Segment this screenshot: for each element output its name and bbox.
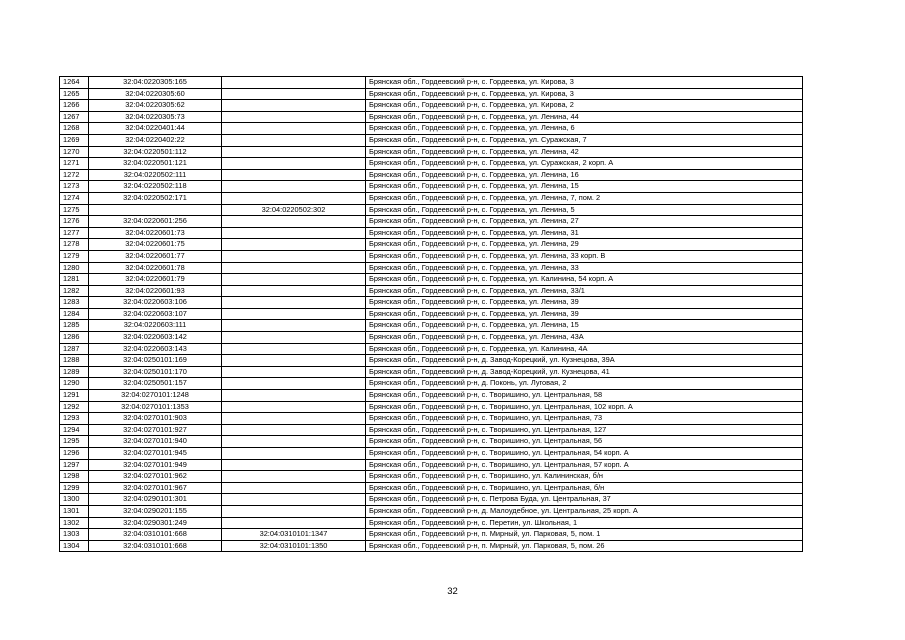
cadastral-number: 32:04:0220305:73 bbox=[89, 111, 222, 123]
row-number: 1279 bbox=[60, 250, 89, 262]
row-number: 1274 bbox=[60, 192, 89, 204]
table-row bbox=[60, 482, 803, 494]
cadastral-number: 32:04:0270101:949 bbox=[89, 459, 222, 471]
address: Брянская обл., Гордеевский р-н, с. Гордеевка, ул. Ленина, 15 bbox=[366, 181, 803, 193]
table-row bbox=[60, 134, 803, 146]
cadastral-number: 32:04:0250101:169 bbox=[89, 355, 222, 367]
room-cadastral-number bbox=[222, 436, 366, 448]
cadastral-number: 32:04:0220601:93 bbox=[89, 285, 222, 297]
table-row bbox=[60, 471, 803, 483]
room-cadastral-number bbox=[222, 471, 366, 483]
room-cadastral-number bbox=[222, 158, 366, 170]
cadastral-number: 32:04:0220603:107 bbox=[89, 308, 222, 320]
row-number: 1265 bbox=[60, 88, 89, 100]
cadastral-number: 32:04:0220603:142 bbox=[89, 332, 222, 344]
room-cadastral-number bbox=[222, 448, 366, 460]
address: Брянская обл., Гордеевский р-н, с. Гордеевка, ул. Ленина, 16 bbox=[366, 169, 803, 181]
table-row bbox=[60, 169, 803, 181]
row-number: 1302 bbox=[60, 517, 89, 529]
room-cadastral-number bbox=[222, 459, 366, 471]
row-number: 1270 bbox=[60, 146, 89, 158]
cadastral-number: 32:04:0220601:256 bbox=[89, 216, 222, 228]
row-number: 1276 bbox=[60, 216, 89, 228]
room-cadastral-number bbox=[222, 250, 366, 262]
row-number: 1271 bbox=[60, 158, 89, 170]
address: Брянская обл., Гордеевский р-н, с. Гордеевка, ул. Ленина, 15 bbox=[366, 320, 803, 332]
table-row bbox=[60, 146, 803, 158]
address: Брянская обл., Гордеевский р-н, с. Гордеевка, ул. Ленина, 29 bbox=[366, 239, 803, 251]
table-row bbox=[60, 77, 803, 89]
row-number: 1286 bbox=[60, 332, 89, 344]
address: Брянская обл., Гордеевский р-н, с. Гордеевка, ул. Ленина, 42 bbox=[366, 146, 803, 158]
room-cadastral-number bbox=[222, 320, 366, 332]
cadastral-number: 32:04:0220305:165 bbox=[89, 77, 222, 89]
cadastral-number: 32:04:0220603:143 bbox=[89, 343, 222, 355]
row-number: 1275 bbox=[60, 204, 89, 216]
room-cadastral-number bbox=[222, 181, 366, 193]
cadastral-number: 32:04:0270101:1248 bbox=[89, 390, 222, 402]
table-row bbox=[60, 204, 803, 216]
row-number: 1281 bbox=[60, 274, 89, 286]
cadastral-number: 32:04:0290201:155 bbox=[89, 505, 222, 517]
row-number: 1278 bbox=[60, 239, 89, 251]
table-row bbox=[60, 158, 803, 170]
cadastral-number: 32:04:0220601:75 bbox=[89, 239, 222, 251]
row-number: 1280 bbox=[60, 262, 89, 274]
room-cadastral-number bbox=[222, 424, 366, 436]
row-number: 1272 bbox=[60, 169, 89, 181]
table-row bbox=[60, 343, 803, 355]
cadastral-number: 32:04:0220603:106 bbox=[89, 297, 222, 309]
address: Брянская обл., Гордеевский р-н, с. Творишино, ул. Центральная, 102 корп. А bbox=[366, 401, 803, 413]
address: Брянская обл., Гордеевский р-н, с. Творишино, ул. Центральная, 57 корп. А bbox=[366, 459, 803, 471]
cadastral-number: 32:04:0270101:945 bbox=[89, 448, 222, 460]
address: Брянская обл., Гордеевский р-н, с. Творишино, ул. Центральная, 73 bbox=[366, 413, 803, 425]
cadastral-number: 32:04:0270101:940 bbox=[89, 436, 222, 448]
room-cadastral-number: 32:04:0310101:1350 bbox=[222, 540, 366, 552]
address: Брянская обл., Гордеевский р-н, с. Творишино, ул. Центральная, 56 bbox=[366, 436, 803, 448]
address: Брянская обл., Гордеевский р-н, с. Перетин, ул. Школьная, 1 bbox=[366, 517, 803, 529]
room-cadastral-number: 32:04:0220502:302 bbox=[222, 204, 366, 216]
row-number: 1294 bbox=[60, 424, 89, 436]
address: Брянская обл., Гордеевский р-н, с. Гордеевка, ул. Калинина, 54 корп. А bbox=[366, 274, 803, 286]
cadastral-number: 32:04:0220603:111 bbox=[89, 320, 222, 332]
cadastral-number: 32:04:0220601:73 bbox=[89, 227, 222, 239]
table-row bbox=[60, 123, 803, 135]
room-cadastral-number bbox=[222, 285, 366, 297]
table-row bbox=[60, 448, 803, 460]
address: Брянская обл., Гордеевский р-н, с. Петрова Буда, ул. Центральная, 37 bbox=[366, 494, 803, 506]
row-number: 1298 bbox=[60, 471, 89, 483]
row-number: 1264 bbox=[60, 77, 89, 89]
room-cadastral-number bbox=[222, 390, 366, 402]
room-cadastral-number bbox=[222, 227, 366, 239]
address: Брянская обл., Гордеевский р-н, д. Завод-Корецкий, ул. Кузнецова, 41 bbox=[366, 366, 803, 378]
room-cadastral-number bbox=[222, 343, 366, 355]
address: Брянская обл., Гордеевский р-н, д. Поконь, ул. Луговая, 2 bbox=[366, 378, 803, 390]
address: Брянская обл., Гордеевский р-н, с. Гордеевка, ул. Ленина, 39 bbox=[366, 297, 803, 309]
table-row bbox=[60, 459, 803, 471]
cadastral-number: 32:04:0220305:62 bbox=[89, 100, 222, 112]
address: Брянская обл., Гордеевский р-н, с. Гордеевка, ул. Ленина, 33 bbox=[366, 262, 803, 274]
row-number: 1277 bbox=[60, 227, 89, 239]
cadastral-number: 32:04:0220401:44 bbox=[89, 123, 222, 135]
cadastral-number: 32:04:0270101:962 bbox=[89, 471, 222, 483]
address: Брянская обл., Гордеевский р-н, с. Гордеевка, ул. Кирова, 3 bbox=[366, 88, 803, 100]
room-cadastral-number bbox=[222, 169, 366, 181]
room-cadastral-number bbox=[222, 413, 366, 425]
row-number: 1292 bbox=[60, 401, 89, 413]
table-row bbox=[60, 297, 803, 309]
row-number: 1295 bbox=[60, 436, 89, 448]
cadastral-number: 32:04:0290301:249 bbox=[89, 517, 222, 529]
room-cadastral-number bbox=[222, 355, 366, 367]
address: Брянская обл., Гордеевский р-н, с. Гордеевка, ул. Ленина, 39 bbox=[366, 308, 803, 320]
property-table bbox=[59, 76, 803, 552]
cadastral-number: 32:04:0220502:118 bbox=[89, 181, 222, 193]
address: Брянская обл., Гордеевский р-н, с. Гордеевка, ул. Ленина, 33/1 bbox=[366, 285, 803, 297]
table-row bbox=[60, 366, 803, 378]
table-row bbox=[60, 250, 803, 262]
address: Брянская обл., Гордеевский р-н, с. Гордеевка, ул. Калинина, 4А bbox=[366, 343, 803, 355]
table-row bbox=[60, 181, 803, 193]
row-number: 1283 bbox=[60, 297, 89, 309]
row-number: 1288 bbox=[60, 355, 89, 367]
row-number: 1284 bbox=[60, 308, 89, 320]
table-row bbox=[60, 436, 803, 448]
cadastral-number: 32:04:0250101:170 bbox=[89, 366, 222, 378]
table-row bbox=[60, 111, 803, 123]
table-row bbox=[60, 262, 803, 274]
row-number: 1269 bbox=[60, 134, 89, 146]
row-number: 1290 bbox=[60, 378, 89, 390]
table-row bbox=[60, 401, 803, 413]
address: Брянская обл., Гордеевский р-н, с. Гордеевка, ул. Ленина, 7, пом. 2 bbox=[366, 192, 803, 204]
row-number: 1300 bbox=[60, 494, 89, 506]
room-cadastral-number: 32:04:0310101:1347 bbox=[222, 529, 366, 541]
room-cadastral-number bbox=[222, 239, 366, 251]
address: Брянская обл., Гордеевский р-н, с. Творишино, ул. Центральная, 127 bbox=[366, 424, 803, 436]
cadastral-number: 32:04:0220502:111 bbox=[89, 169, 222, 181]
room-cadastral-number bbox=[222, 494, 366, 506]
table-body bbox=[60, 77, 803, 552]
room-cadastral-number bbox=[222, 366, 366, 378]
cadastral-number: 32:04:0310101:668 bbox=[89, 529, 222, 541]
cadastral-number: 32:04:0270101:967 bbox=[89, 482, 222, 494]
room-cadastral-number bbox=[222, 297, 366, 309]
address: Брянская обл., Гордеевский р-н, с. Гордеевка, ул. Кирова, 2 bbox=[366, 100, 803, 112]
cadastral-number: 32:04:0310101:668 bbox=[89, 540, 222, 552]
address: Брянская обл., Гордеевский р-н, с. Гордеевка, ул. Ленина, 33 корп. В bbox=[366, 250, 803, 262]
table-row bbox=[60, 239, 803, 251]
row-number: 1301 bbox=[60, 505, 89, 517]
room-cadastral-number bbox=[222, 100, 366, 112]
row-number: 1285 bbox=[60, 320, 89, 332]
table-row bbox=[60, 320, 803, 332]
address: Брянская обл., Гордеевский р-н, с. Гордеевка, ул. Ленина, 27 bbox=[366, 216, 803, 228]
address: Брянская обл., Гордеевский р-н, с. Творишино, ул. Калининская, б/н bbox=[366, 471, 803, 483]
address: Брянская обл., Гордеевский р-н, с. Гордеевка, ул. Суражская, 7 bbox=[366, 134, 803, 146]
row-number: 1287 bbox=[60, 343, 89, 355]
room-cadastral-number bbox=[222, 262, 366, 274]
table-row bbox=[60, 494, 803, 506]
cadastral-number: 32:04:0220601:77 bbox=[89, 250, 222, 262]
room-cadastral-number bbox=[222, 332, 366, 344]
cadastral-number: 32:04:0220501:112 bbox=[89, 146, 222, 158]
cadastral-number: 32:04:0220502:171 bbox=[89, 192, 222, 204]
table-row bbox=[60, 216, 803, 228]
address: Брянская обл., Гордеевский р-н, с. Творишино, ул. Центральная, б/н bbox=[366, 482, 803, 494]
room-cadastral-number bbox=[222, 192, 366, 204]
row-number: 1293 bbox=[60, 413, 89, 425]
room-cadastral-number bbox=[222, 517, 366, 529]
cadastral-number: 32:04:0270101:927 bbox=[89, 424, 222, 436]
room-cadastral-number bbox=[222, 308, 366, 320]
cadastral-number: 32:04:0270101:1353 bbox=[89, 401, 222, 413]
room-cadastral-number bbox=[222, 88, 366, 100]
page-number: 32 bbox=[447, 586, 458, 597]
table-row bbox=[60, 88, 803, 100]
address: Брянская обл., Гордеевский р-н, с. Гордеевка, ул. Ленина, 31 bbox=[366, 227, 803, 239]
table-row bbox=[60, 378, 803, 390]
address: Брянская обл., Гордеевский р-н, п. Мирный, ул. Парковая, 5, пом. 1 bbox=[366, 529, 803, 541]
row-number: 1291 bbox=[60, 390, 89, 402]
cadastral-number: 32:04:0250501:157 bbox=[89, 378, 222, 390]
address: Брянская обл., Гордеевский р-н, с. Гордеевка, ул. Ленина, 43А bbox=[366, 332, 803, 344]
row-number: 1296 bbox=[60, 448, 89, 460]
table-row bbox=[60, 308, 803, 320]
row-number: 1297 bbox=[60, 459, 89, 471]
row-number: 1282 bbox=[60, 285, 89, 297]
cadastral-number: 32:04:0290101:301 bbox=[89, 494, 222, 506]
room-cadastral-number bbox=[222, 482, 366, 494]
table-row bbox=[60, 517, 803, 529]
cadastral-number: 32:04:0270101:903 bbox=[89, 413, 222, 425]
cadastral-number: 32:04:0220601:79 bbox=[89, 274, 222, 286]
address: Брянская обл., Гордеевский р-н, п. Мирный, ул. Парковая, 5, пом. 26 bbox=[366, 540, 803, 552]
row-number: 1303 bbox=[60, 529, 89, 541]
room-cadastral-number bbox=[222, 274, 366, 286]
table-row bbox=[60, 227, 803, 239]
room-cadastral-number bbox=[222, 77, 366, 89]
table-row bbox=[60, 355, 803, 367]
table-row bbox=[60, 285, 803, 297]
cadastral-number: 32:04:0220305:60 bbox=[89, 88, 222, 100]
room-cadastral-number bbox=[222, 216, 366, 228]
row-number: 1268 bbox=[60, 123, 89, 135]
address: Брянская обл., Гордеевский р-н, с. Гордеевка, ул. Суражская, 2 корп. А bbox=[366, 158, 803, 170]
row-number: 1289 bbox=[60, 366, 89, 378]
room-cadastral-number bbox=[222, 146, 366, 158]
room-cadastral-number bbox=[222, 111, 366, 123]
table-row bbox=[60, 413, 803, 425]
room-cadastral-number bbox=[222, 123, 366, 135]
table-row bbox=[60, 332, 803, 344]
address: Брянская обл., Гордеевский р-н, с. Творишино, ул. Центральная, 54 корп. А bbox=[366, 448, 803, 460]
table-row bbox=[60, 424, 803, 436]
room-cadastral-number bbox=[222, 505, 366, 517]
row-number: 1273 bbox=[60, 181, 89, 193]
table-row bbox=[60, 192, 803, 204]
table-row bbox=[60, 529, 803, 541]
row-number: 1266 bbox=[60, 100, 89, 112]
address: Брянская обл., Гордеевский р-н, с. Творишино, ул. Центральная, 58 bbox=[366, 390, 803, 402]
room-cadastral-number bbox=[222, 134, 366, 146]
address: Брянская обл., Гордеевский р-н, д. Малоудебное, ул. Центральная, 25 корп. А bbox=[366, 505, 803, 517]
room-cadastral-number bbox=[222, 378, 366, 390]
cadastral-number: 32:04:0220501:121 bbox=[89, 158, 222, 170]
table-row bbox=[60, 505, 803, 517]
row-number: 1267 bbox=[60, 111, 89, 123]
row-number: 1299 bbox=[60, 482, 89, 494]
address: Брянская обл., Гордеевский р-н, с. Гордеевка, ул. Ленина, 6 bbox=[366, 123, 803, 135]
table-row bbox=[60, 274, 803, 286]
table-row bbox=[60, 100, 803, 112]
cadastral-number: 32:04:0220402:22 bbox=[89, 134, 222, 146]
address: Брянская обл., Гордеевский р-н, с. Гордеевка, ул. Ленина, 44 bbox=[366, 111, 803, 123]
address: Брянская обл., Гордеевский р-н, с. Гордеевка, ул. Кирова, 3 bbox=[366, 77, 803, 89]
cadastral-number bbox=[89, 204, 222, 216]
room-cadastral-number bbox=[222, 401, 366, 413]
address: Брянская обл., Гордеевский р-н, д. Завод-Корецкий, ул. Кузнецова, 39А bbox=[366, 355, 803, 367]
address: Брянская обл., Гордеевский р-н, с. Гордеевка, ул. Ленина, 5 bbox=[366, 204, 803, 216]
row-number: 1304 bbox=[60, 540, 89, 552]
table-row bbox=[60, 390, 803, 402]
cadastral-number: 32:04:0220601:78 bbox=[89, 262, 222, 274]
table-row bbox=[60, 540, 803, 552]
